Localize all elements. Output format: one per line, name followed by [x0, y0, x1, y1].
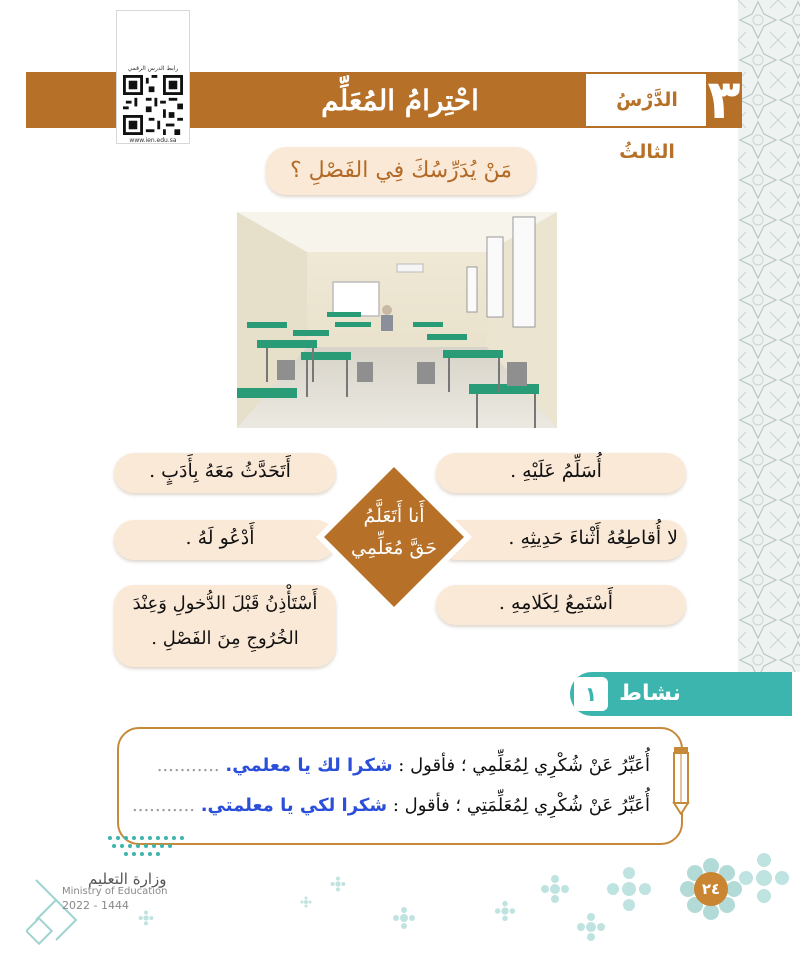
- decorative-side-pattern: [738, 0, 800, 672]
- left-item-permission-1: أَسْتَأْذِنُ قَبْلَ الدُّخولِ وَعِنْدَ: [132, 593, 318, 614]
- activity-line-2: [132, 788, 650, 824]
- lesson-title: احْتِرامُ المُعَلِّم: [321, 84, 479, 117]
- flower-decoration: [330, 876, 346, 892]
- left-item-pray: أَدْعُو لَهُ .: [185, 527, 255, 549]
- pencil-icon: [670, 745, 692, 815]
- activity-label: نشاط: [619, 681, 681, 706]
- flower-decoration: [738, 852, 790, 904]
- flower-decoration: [540, 874, 570, 904]
- left-item-talk: أَتَحَدَّثُ مَعَهُ بِأَدَبٍ .: [149, 460, 291, 482]
- question-text: مَنْ يُدَرِّسُكَ فِي الفَصْلِ ؟: [290, 158, 512, 183]
- center-diamond-text: [314, 500, 474, 564]
- qr-url: www.ien.edu.sa: [129, 137, 177, 144]
- qr-caption: رابط الدرس الرقمي: [127, 65, 179, 72]
- flower-decoration: [138, 910, 154, 926]
- flower-decoration: [300, 896, 312, 908]
- ministry-name-arabic: وزارة التعليم: [88, 870, 167, 888]
- left-item-permission-2: الخُرُوجِ مِنَ الفَصْلِ .: [151, 628, 299, 649]
- activity-number: ١: [584, 682, 598, 706]
- activity-frame: [117, 727, 683, 845]
- center-line-1: أَنا أَتَعَلَّمُ: [363, 505, 425, 527]
- activity-line-1: [140, 748, 650, 784]
- activity-answer-1[interactable]: شكرا لك يا معلمي.: [225, 755, 393, 776]
- right-item-no-interrupt: لا أُقاطِعُهُ أَثْناءَ حَدِيثِهِ .: [508, 527, 678, 549]
- flower-decoration: [606, 866, 652, 912]
- qr-code-icon: [123, 75, 183, 135]
- question-box: [266, 147, 536, 195]
- activity-answer-2[interactable]: شكرا لكي يا معلمتي.: [200, 795, 388, 816]
- right-item-greet: أُسَلِّمُ عَلَيْهِ .: [510, 460, 602, 482]
- flower-decoration: [392, 906, 416, 930]
- center-line-2: حَقَّ مُعَلِّمِي: [350, 537, 438, 559]
- classroom-photo: [237, 212, 557, 428]
- activity-dots-1: ...........: [156, 755, 220, 776]
- edition-year: 2022 - 1444: [62, 899, 129, 912]
- activity-dots-2: ...........: [132, 795, 195, 816]
- flower-decoration: [494, 900, 516, 922]
- activity-prompt-1: أُعَبِّرُ عَنْ شُكْرِي لِمُعَلِّمِي ؛ فأقول :: [398, 755, 650, 776]
- flower-decoration: [576, 912, 606, 942]
- lesson-number: ٣: [707, 68, 741, 131]
- qr-code-card[interactable]: [116, 10, 190, 144]
- activity-prompt-2: أُعَبِّرُ عَنْ شُكْرِي لِمُعَلِّمَتِي ؛ فأقول :: [392, 795, 650, 816]
- right-item-listen: أَسْتَمِعُ لِكَلامِهِ .: [498, 592, 614, 614]
- ministry-dots-decoration: [100, 832, 190, 862]
- page-number: ٢٤: [701, 880, 721, 898]
- lesson-label: الدَّرْسُ الثالثُ: [616, 89, 678, 163]
- ministry-name-english: Ministry of Education: [62, 886, 168, 897]
